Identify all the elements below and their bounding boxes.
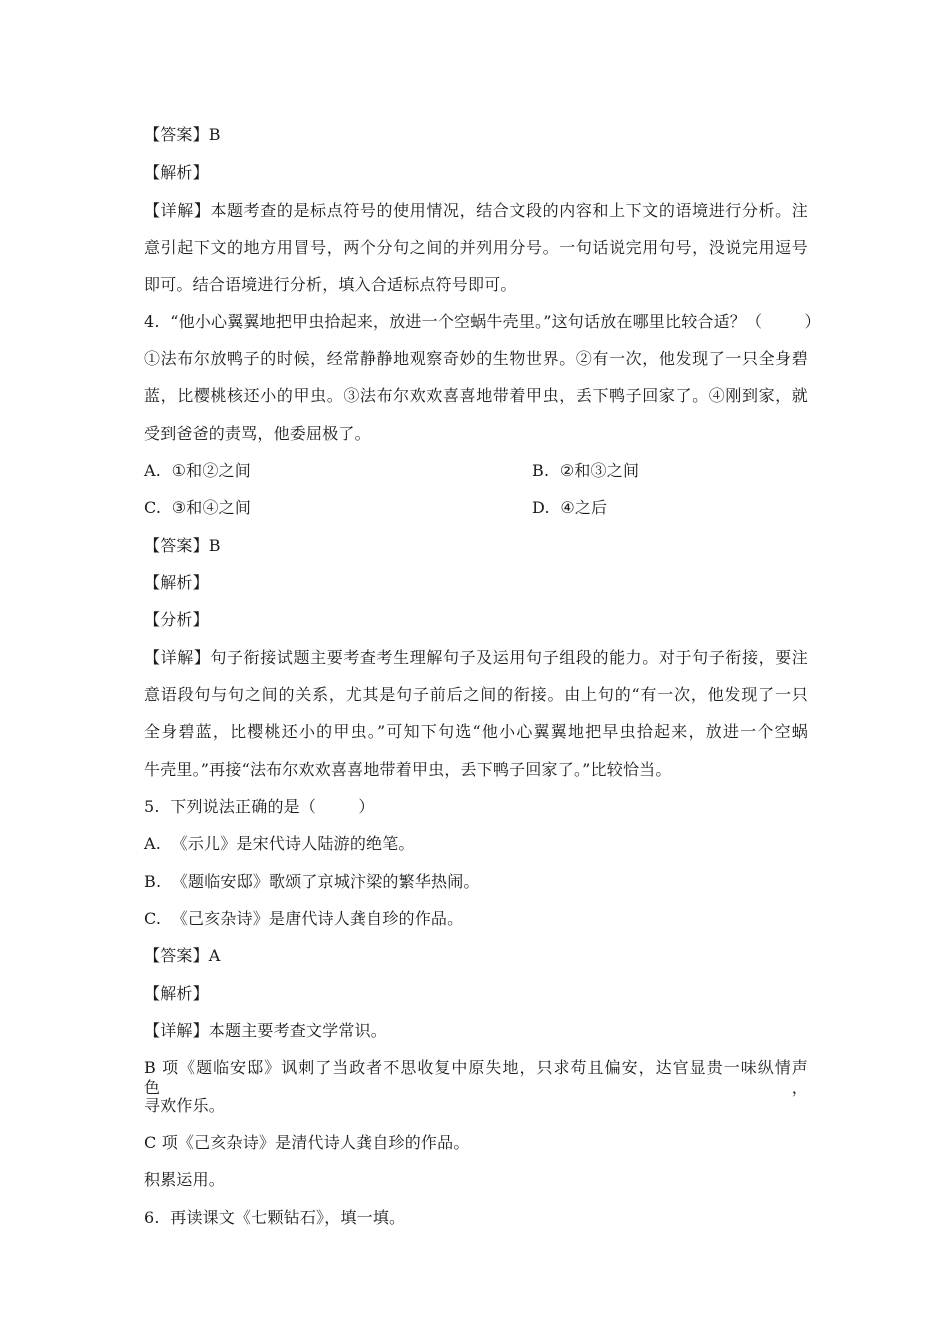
detail-line: 【详解】本题主要考查文学常识。: [144, 1021, 388, 1040]
detail-line: 牛壳里。”再接“法布尔欢欢喜喜地带着甲虫，丢下鸭子回家了。”比较恰当。: [144, 760, 672, 779]
question-6-stem: 6. 再读课文《七颗钻石》，填一填。: [144, 1208, 406, 1227]
detail-line: 【详解】本题考查的是标点符号的使用情况，结合文段的内容和上下文的语境进行分析。注: [144, 201, 808, 220]
detail-line: 即可。结合语境进行分析，填入合适标点符号即可。: [144, 275, 517, 294]
answer-label: 【答案】B: [144, 125, 221, 144]
answer-label: 【答案】B: [144, 536, 221, 555]
fenxi-heading: 【分析】: [144, 610, 209, 629]
passage-line: 受到爸爸的责骂，他委屈极了。: [144, 424, 371, 443]
detail-line: 【详解】句子衔接试题主要考查考生理解句子及运用句子组段的能力。对于句子衔接，要注: [144, 648, 808, 667]
passage-line: 蓝，比樱桃核还小的甲虫。③法布尔欢欢喜喜地带着甲虫，丢下鸭子回家了。④刚到家，就: [144, 386, 808, 405]
option-c: C. 《己亥杂诗》是唐代诗人龚自珍的作品。: [144, 909, 464, 928]
option-a: A. 《示儿》是宋代诗人陆游的绝笔。: [144, 834, 415, 853]
detail-line: C 项《己亥杂诗》是清代诗人龚自珍的作品。: [144, 1133, 470, 1152]
answer-label: 【答案】A: [144, 946, 221, 965]
option-b: B. ②和③之间: [532, 461, 640, 480]
question-5-stem: 5. 下列说法正确的是（ ）: [144, 797, 375, 816]
detail-line: 寻欢作乐。: [144, 1096, 226, 1115]
detail-line: 意语段句与句之间的关系，尤其是句子前后之间的衔接。由上句的“有一次，他发现了一只: [144, 685, 808, 704]
option-b: B. 《题临安邸》歌颂了京城汴梁的繁华热闹。: [144, 872, 480, 891]
detail-line: 全身碧蓝，比樱桃还小的甲虫。”可知下句选“他小心翼翼地把早虫拾起来，放进一个空蜗: [144, 722, 808, 741]
analysis-heading: 【解析】: [144, 573, 209, 592]
passage-line: ①法布尔放鸭子的时候，经常静静地观察奇妙的生物世界。②有一次，他发现了一只全身碧: [144, 349, 808, 368]
detail-line: 意引起下文的地方用冒号，两个分句之间的并列用分号。一句话说完用句号，没说完用逗号: [144, 238, 808, 257]
detail-line: 积累运用。: [144, 1170, 226, 1189]
analysis-heading: 【解析】: [144, 163, 209, 182]
option-c: C. ③和④之间: [144, 498, 252, 517]
detail-line: B 项《题临安邸》讽刺了当政者不思收复中原失地，只求苟且偏安，达官显贵一味纵情声色，: [144, 1058, 808, 1097]
question-4-stem: 4. “他小心翼翼地把甲虫拾起来，放进一个空蜗牛壳里。”这句话放在哪里比较合适？（ ）: [144, 312, 821, 331]
option-a: A. ①和②之间: [144, 461, 251, 480]
analysis-heading: 【解析】: [144, 984, 209, 1003]
option-d: D. ④之后: [532, 498, 608, 517]
